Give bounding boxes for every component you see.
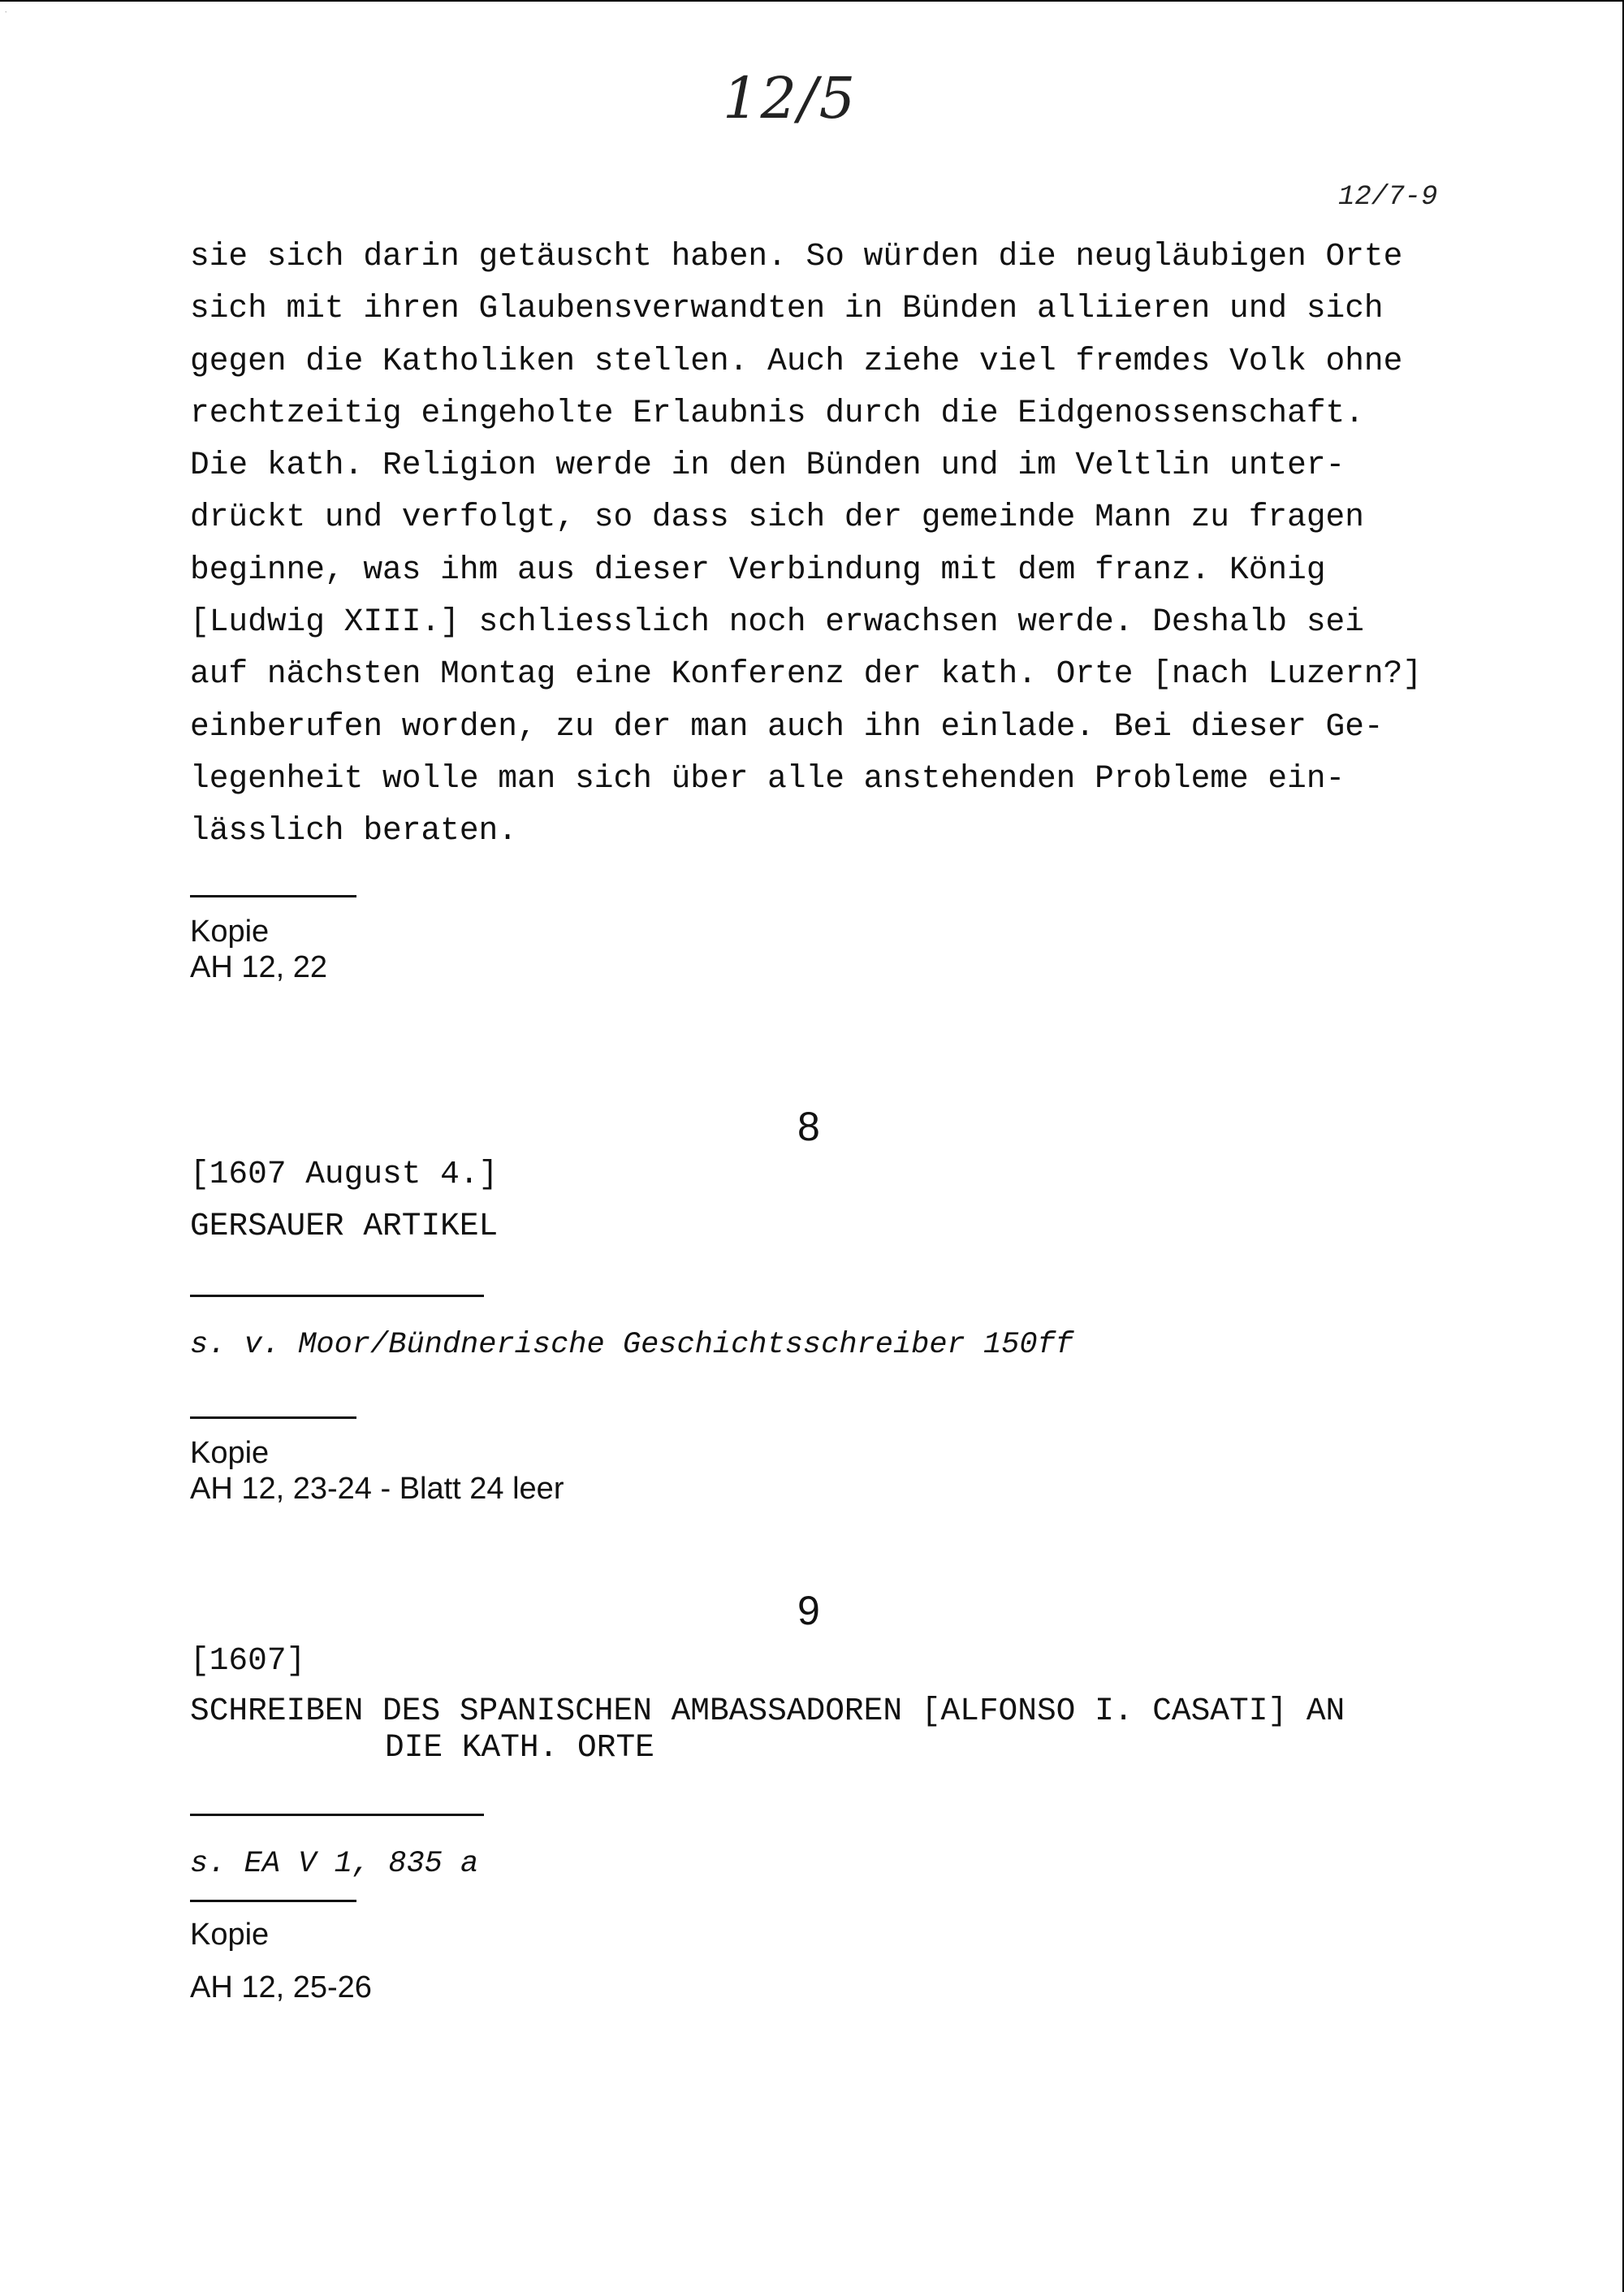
body-line: rechtzeitig eingeholte Erlaubnis durch die Eidgenossenschaft. [190, 394, 1364, 431]
body-line: drückt und verfolgt, so dass sich der gemeinde Mann zu fragen [190, 499, 1364, 536]
footnote-divider [190, 895, 356, 897]
body-line: Die kath. Religion werde in den Bünden und im Veltlin unter- [190, 447, 1345, 484]
section-divider [190, 1814, 484, 1816]
document-number: 8 [797, 1104, 820, 1149]
source-reference: AH 12, 23-24 - Blatt 24 leer [190, 1472, 564, 1506]
document-title: SCHREIBEN DES SPANISCHEN AMBASSADOREN [ALFONSO I. CASATI] AN [190, 1693, 1345, 1729]
body-line: lässlich beraten. [190, 812, 517, 850]
source-reference: AH 12, 25-26 [190, 1970, 372, 2004]
document-title-continuation: DIE KATH. ORTE [385, 1729, 654, 1766]
document-title: GERSAUER ARTIKEL [190, 1208, 499, 1244]
literature-reference: s. v. Moor/Bündnerische Geschichtsschreiber 150ff [190, 1328, 1073, 1362]
source-type-label: Kopie [190, 915, 270, 949]
body-line: beginne, was ihm aus dieser Verbindung mit dem franz. König [190, 551, 1326, 588]
source-type-label: Kopie [190, 1918, 270, 1952]
page-reference: 12/7-9 [1338, 182, 1438, 213]
body-line: sie sich darin getäuscht haben. So würden die neugläubigen Orte [190, 238, 1403, 275]
source-type-label: Kopie [190, 1436, 270, 1470]
document-number: 9 [797, 1588, 820, 1633]
body-line: sich mit ihren Glaubensverwandten in Bünden alliieren und sich [190, 290, 1384, 327]
handwritten-folio-number: 12/5 [723, 65, 857, 132]
section-divider [190, 1295, 484, 1297]
body-line: legenheit wolle man sich über alle anstehenden Probleme ein- [190, 759, 1345, 797]
literature-reference: s. EA V 1, 835 a [190, 1847, 479, 1881]
corner-mark: ∙ [5, 8, 7, 17]
document-date: [1607 August 4.] [190, 1156, 499, 1192]
body-line: [Ludwig XIII.] schliesslich noch erwachsen werde. Deshalb sei [190, 603, 1364, 641]
source-reference: AH 12, 22 [190, 950, 327, 984]
document-date: [1607] [190, 1642, 306, 1679]
footnote-divider [190, 1900, 356, 1902]
body-text [190, 231, 1422, 858]
footnote-divider [190, 1416, 356, 1419]
body-line: auf nächsten Montag eine Konferenz der kath. Orte [nach Luzern?] [190, 655, 1423, 693]
body-line: einberufen worden, zu der man auch ihn einlade. Bei dieser Ge- [190, 707, 1384, 745]
body-line: gegen die Katholiken stellen. Auch ziehe viel fremdes Volk ohne [190, 342, 1403, 379]
